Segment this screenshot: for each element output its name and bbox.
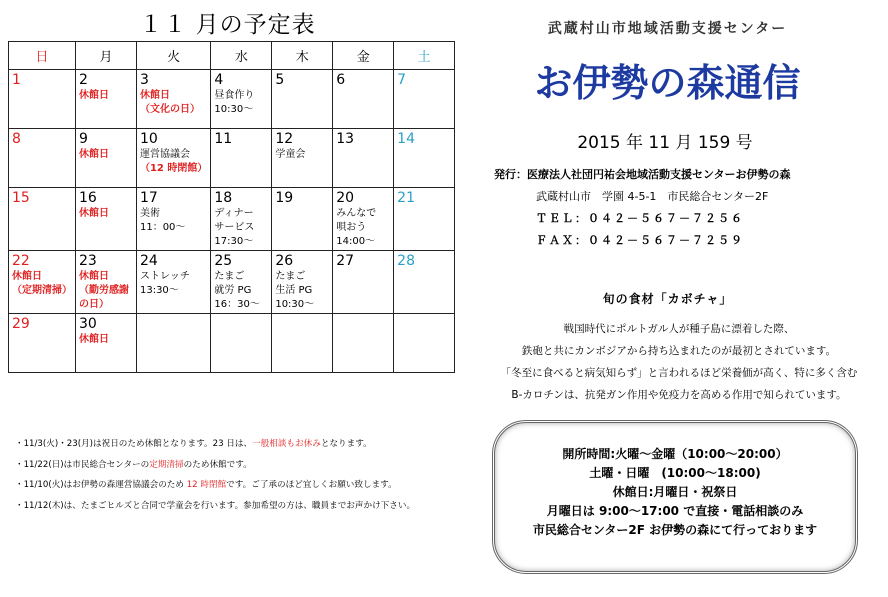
day-event: ストレッチ: [139, 271, 190, 282]
calendar-day-cell: [272, 251, 333, 314]
day-number: 25: [214, 253, 233, 269]
day-number: 10: [139, 131, 158, 147]
day-number: 13: [336, 131, 355, 147]
note-text: ・11/22(日)は市民総合センターの: [15, 459, 150, 470]
calendar-day-cell: [333, 314, 394, 373]
note-text: ・11/10(火)はお伊勢の森運営協議会のため: [15, 480, 187, 490]
day-number: 18: [214, 190, 233, 206]
opening-hours: [495, 445, 855, 540]
calendar-day-cell: [136, 70, 210, 129]
publisher-line: 発行：医療法人社団円祐会地域活動支援センターお伊勢の森: [494, 168, 791, 181]
note-item: [15, 496, 445, 517]
day-number: 8: [12, 131, 21, 147]
day-number: 27: [336, 253, 355, 269]
day-number: 6: [336, 72, 346, 88]
calendar-day-cell: [394, 251, 455, 314]
calendar-table: [8, 41, 455, 373]
day-event: （文化の日）: [139, 104, 200, 115]
day-number: 17: [139, 190, 158, 206]
day-event: 休館日: [79, 334, 109, 345]
hours-line: 休館日:月曜日・祝祭日: [612, 485, 738, 499]
day-number: 28: [397, 253, 415, 269]
calendar-day-cell: [211, 188, 272, 251]
day-number: 20: [336, 190, 355, 206]
day-event: たまご: [275, 271, 306, 282]
notes-list: [15, 434, 445, 516]
calendar-day-cell: [76, 251, 137, 314]
calendar-day-cell: [333, 188, 394, 251]
day-event: 10:30～: [214, 104, 254, 115]
calendar-day-cell: [9, 70, 76, 129]
organization-name: 武蔵村山市地域活動支援センター: [547, 21, 788, 37]
hours-line: 土曜・日曜 (10:00～18:00): [589, 466, 761, 480]
calendar-day-cell: [394, 314, 455, 373]
day-number: 29: [12, 316, 30, 332]
day-number: 2: [79, 72, 88, 88]
day-number: 7: [397, 72, 407, 88]
newsletter-title: お伊勢の森通信: [534, 60, 801, 105]
note-item: [15, 434, 445, 455]
day-event: 11：00～: [139, 222, 186, 233]
note-text: ・11/3(火)・23(月)は祝日のため休館となります。23 日は、: [15, 439, 253, 449]
calendar-day-cell: [211, 70, 272, 129]
day-event: 運営協議会: [139, 149, 190, 160]
tel-line: ＴＥＬ：０４２－５６７－７２５６: [536, 212, 744, 225]
day-number: 11: [214, 131, 233, 147]
calendar-day-cell: [272, 188, 333, 251]
calendar-week-row: [9, 129, 455, 188]
day-number: 9: [79, 131, 88, 147]
day-event: 休館日: [79, 208, 109, 219]
calendar-week-row: [9, 188, 455, 251]
note-item: [15, 475, 445, 496]
day-event: の日）: [79, 299, 109, 310]
seasonal-line: 戦国時代にポルトガル人が種子島に漂着した際、: [563, 323, 795, 335]
day-event: 休館日: [139, 90, 170, 101]
day-event: 10:30～: [275, 299, 315, 310]
day-event: 学童会: [275, 149, 306, 160]
day-event: 13:30～: [139, 285, 179, 296]
day-event: ディナー: [214, 208, 254, 219]
calendar-day-cell: [9, 129, 76, 188]
issue-number: 2015 年 11 月 159 号: [577, 133, 753, 153]
seasonal-food-title: 旬の食材「カボチャ」: [602, 292, 733, 306]
day-event: 休館日: [79, 271, 109, 282]
hours-line: 市民総合センター2F お伊勢の森にて行っております: [532, 523, 818, 537]
calendar-day-cell: [394, 188, 455, 251]
seasonal-food-body: [474, 318, 884, 406]
day-number: 5: [275, 72, 285, 88]
calendar-day-cell: [333, 251, 394, 314]
day-event: 生活 PG: [275, 285, 313, 296]
calendar-day-cell: [333, 129, 394, 188]
day-number: 12: [275, 131, 294, 147]
newsletter-header-section: [470, 0, 888, 597]
day-event: 昼食作り: [214, 90, 255, 101]
calendar-day-cell: [9, 314, 76, 373]
weekday-header: 土: [394, 42, 455, 70]
calendar-day-cell: [9, 251, 76, 314]
day-event: 就労 PG: [214, 285, 252, 296]
note-text: ・11/12(木)は、たまごヒルズと合同で学童会を行います。参加希望の方は、職員までお声かけ下さい。: [15, 500, 416, 511]
calendar-day-cell: [136, 251, 210, 314]
day-number: 26: [275, 253, 294, 269]
calendar-week-row: [9, 251, 455, 314]
calendar-day-cell: [76, 314, 137, 373]
day-number: 16: [79, 190, 97, 206]
calendar-day-cell: [76, 70, 137, 129]
day-event: 休館日: [79, 90, 109, 101]
day-event: 美術: [139, 208, 160, 219]
seasonal-line: Β-カロチンは、抗発ガン作用や免疫力を高める作用で知られています。: [511, 389, 847, 401]
calendar-day-cell: [272, 70, 333, 129]
weekday-header: 火: [136, 42, 210, 70]
day-event: （定期清掃）: [12, 285, 72, 296]
day-number: 23: [79, 253, 97, 269]
weekday-header: 水: [211, 42, 272, 70]
note-text: のため休館です。: [183, 459, 252, 470]
calendar-day-cell: [272, 129, 333, 188]
calendar-day-cell: [9, 188, 76, 251]
day-number: 15: [12, 190, 30, 206]
hours-line: 月曜日は 9:00～17:00 で直接・電話相談のみ: [546, 504, 804, 518]
hours-line: 開所時間:火曜～金曜（10:00～20:00）: [562, 447, 788, 461]
calendar-title: １１ 月の予定表: [139, 12, 316, 38]
day-event: 16：30～: [214, 299, 260, 310]
day-event: （12 時閉館）: [139, 163, 208, 174]
calendar-day-cell: [211, 251, 272, 314]
seasonal-line: 鉄砲と共にカンボジアから持ち込まれたのが最初とされています。: [521, 345, 837, 357]
day-event: （勤労感謝: [79, 285, 129, 296]
day-event: 17:30～: [214, 236, 254, 247]
day-event: 14:00～: [336, 236, 376, 247]
calendar-week-row: [9, 314, 455, 373]
calendar-day-cell: [136, 129, 210, 188]
day-event: たまご: [214, 271, 245, 282]
weekday-header: 日: [9, 42, 76, 70]
day-number: 4: [214, 72, 224, 88]
note-text: となります。: [320, 439, 372, 449]
day-event: サービス: [214, 222, 255, 233]
calendar-body: [9, 70, 455, 373]
note-item: [15, 455, 445, 476]
note-text: です。ご了承のほど宜しくお願い致します。: [226, 480, 397, 490]
calendar-week-row: [9, 70, 455, 129]
calendar-day-cell: [76, 129, 137, 188]
weekday-header-row: [9, 42, 455, 70]
publisher-info: [494, 164, 791, 252]
calendar-day-cell: [394, 129, 455, 188]
weekday-header: 木: [272, 42, 333, 70]
calendar-day-cell: [211, 314, 272, 373]
weekday-header: 月: [76, 42, 137, 70]
day-number: 19: [275, 190, 294, 206]
day-event: 唄おう: [336, 222, 367, 233]
day-number: 22: [12, 253, 30, 269]
day-number: 24: [139, 253, 158, 269]
calendar-day-cell: [272, 314, 333, 373]
day-number: 3: [139, 72, 149, 88]
day-number: 1: [12, 72, 21, 88]
calendar-day-cell: [76, 188, 137, 251]
opening-hours-box: [492, 420, 858, 574]
seasonal-line: 「冬至に食べると病気知らず」と言われるほど栄養価が高く、特に多く含む: [500, 367, 858, 379]
calendar-day-cell: [136, 188, 210, 251]
weekday-header: 金: [333, 42, 394, 70]
day-event: 休館日: [12, 271, 42, 282]
calendar-day-cell: [333, 70, 394, 129]
note-text: 一般相談もお休み: [252, 439, 321, 449]
day-number: 14: [397, 131, 415, 147]
day-number: 21: [397, 190, 415, 206]
note-text: 12 時閉館: [186, 480, 227, 490]
day-event: 休館日: [79, 149, 109, 160]
calendar-day-cell: [211, 129, 272, 188]
calendar-day-cell: [394, 70, 455, 129]
day-event: みんなで: [336, 208, 377, 219]
day-number: 30: [79, 316, 97, 332]
calendar-day-cell: [136, 314, 210, 373]
note-text: 定期清掃: [149, 459, 184, 470]
address-line: 武蔵村山市 学園 4-5-1 市民総合センター2F: [536, 190, 769, 203]
fax-line: ＦＡＸ：０４２－５６７－７２５９: [536, 234, 744, 247]
